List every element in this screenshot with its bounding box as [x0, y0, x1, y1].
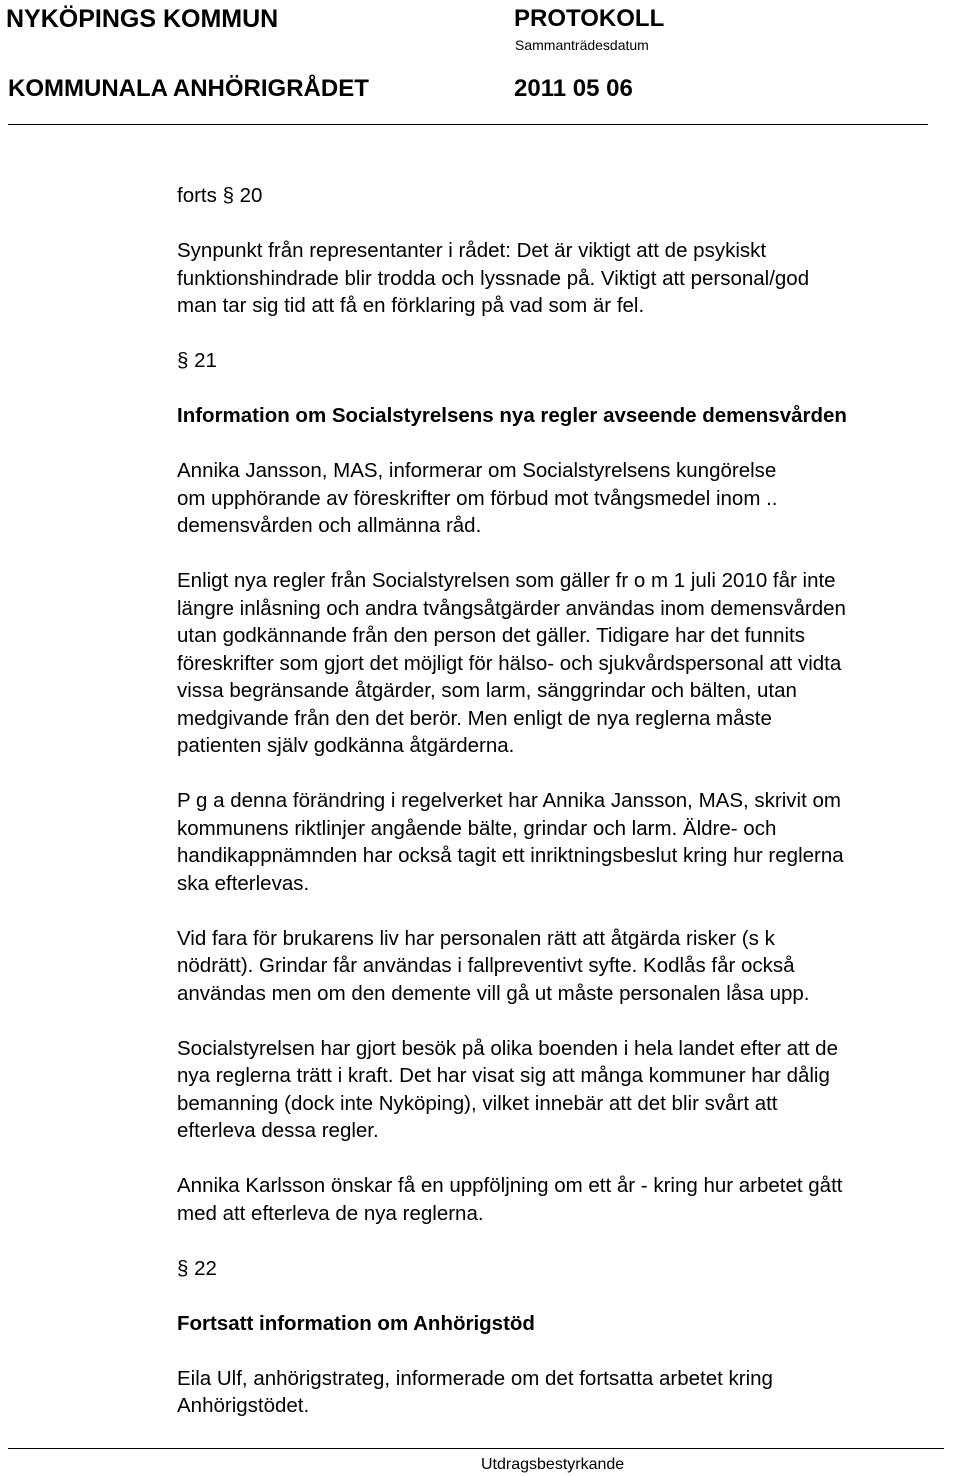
footer-label: Utdragsbestyrkande [481, 1456, 625, 1473]
text-line: Enligt nya regler från Socialstyrelsen som gäller fr o m 1 juli 2010 får inte [177, 569, 836, 592]
text-line: medgivande från den det berör. Men enligt de nya reglerna måste [177, 706, 772, 730]
paragraph-s21-guidelines [177, 787, 957, 897]
footer-rule [8, 1448, 944, 1449]
text-line: Vid fara för brukarens liv har personalen rätt att åtgärda risker (s k [177, 926, 775, 950]
header-rule [8, 124, 928, 125]
committee-name: KOMMUNALA ANHÖRIGRÅDET [8, 75, 369, 102]
paragraph-s21-intro [177, 457, 957, 540]
paragraph-s21-new-rules [177, 567, 957, 760]
text-line: demensvården och allmänna råd. [177, 514, 482, 537]
text-line: föreskrifter som gjort det möjligt för hälso- och sjukvårdspersonal att vidta [177, 651, 842, 675]
text-line: om upphörande av föreskrifter om förbud mot tvångsmedel inom .. [177, 486, 778, 510]
text-line: funktionshindrade blir trodda och lyssnade på. Viktigt att personal/god [177, 266, 810, 290]
text-line: Synpunkt från representanter i rådet: Det är viktigt att de psykiskt [177, 239, 767, 262]
text-line: utan godkännande från den person det gäller. Tidigare har det funnits [177, 624, 805, 647]
text-line: kommunens riktlinjer angående bälte, grindar och larm. Äldre- och [177, 816, 777, 840]
text-line: man tar sig tid att få en förklaring på vad som är fel. [177, 294, 645, 317]
document-type: PROTOKOLL [514, 5, 665, 32]
text-line: P g a denna förändring i regelverket har Annika Jansson, MAS, skrivit om [177, 789, 841, 812]
organization-name: NYKÖPINGS KOMMUN [6, 5, 279, 33]
meeting-date-label: Sammanträdesdatum [515, 37, 649, 53]
text-line: Annika Karlsson önskar få en uppföljning om ett år - kring hur arbetet gått [177, 1174, 843, 1197]
text-line: användas men om den demente vill gå ut måste personalen låsa upp. [177, 981, 810, 1005]
text-line: bemanning (dock inte Nyköping), vilket innebär att det blir svårt att [177, 1091, 778, 1115]
section-title-22: Fortsatt information om Anhörigstöd [177, 1311, 535, 1335]
document-body [177, 182, 957, 1420]
text-line: med att efterleva de nya reglerna. [177, 1201, 484, 1225]
meeting-date: 2011 05 06 [514, 75, 633, 102]
text-line: vissa begränsande åtgärder, som larm, sänggrindar och bälten, utan [177, 679, 797, 702]
text-line: nödrätt). Grindar får användas i fallpreventivt syfte. Kodlås får också [177, 954, 795, 977]
paragraph-s21-followup [177, 1172, 957, 1227]
text-line: patienten själv godkänna åtgärderna. [177, 734, 515, 757]
text-line: nya reglerna trätt i kraft. Det har visat sig att många kommuner har dålig [177, 1064, 830, 1087]
text-line: Socialstyrelsen har gjort besök på olika boenden i hela landet efter att de [177, 1036, 838, 1060]
section-title-21: Information om Socialstyrelsens nya regler avseende demensvården [177, 404, 847, 427]
section-number-22: § 22 [177, 1256, 217, 1280]
paragraph-s20-viewpoint [177, 237, 957, 320]
text-line: handikappnämnden har också tagit ett inriktningsbeslut kring hur reglerna [177, 844, 844, 867]
text-line: Anhörigstödet. [177, 1394, 310, 1417]
paragraph-s21-inspections [177, 1035, 957, 1145]
section-number-21: § 21 [177, 349, 217, 372]
section-continuation-heading: forts § 20 [177, 184, 263, 207]
text-line: längre inlåsning och andra tvångsåtgärder användas inom demensvården [177, 596, 846, 620]
text-line: ska efterlevas. [177, 871, 310, 895]
text-line: Annika Jansson, MAS, informerar om Socialstyrelsens kungörelse [177, 459, 777, 482]
paragraph-s22-info [177, 1365, 957, 1420]
text-line: efterleva dessa regler. [177, 1119, 379, 1142]
paragraph-s21-emergency [177, 925, 957, 1008]
text-line: Eila Ulf, anhörigstrateg, informerade om det fortsatta arbetet kring [177, 1366, 773, 1390]
